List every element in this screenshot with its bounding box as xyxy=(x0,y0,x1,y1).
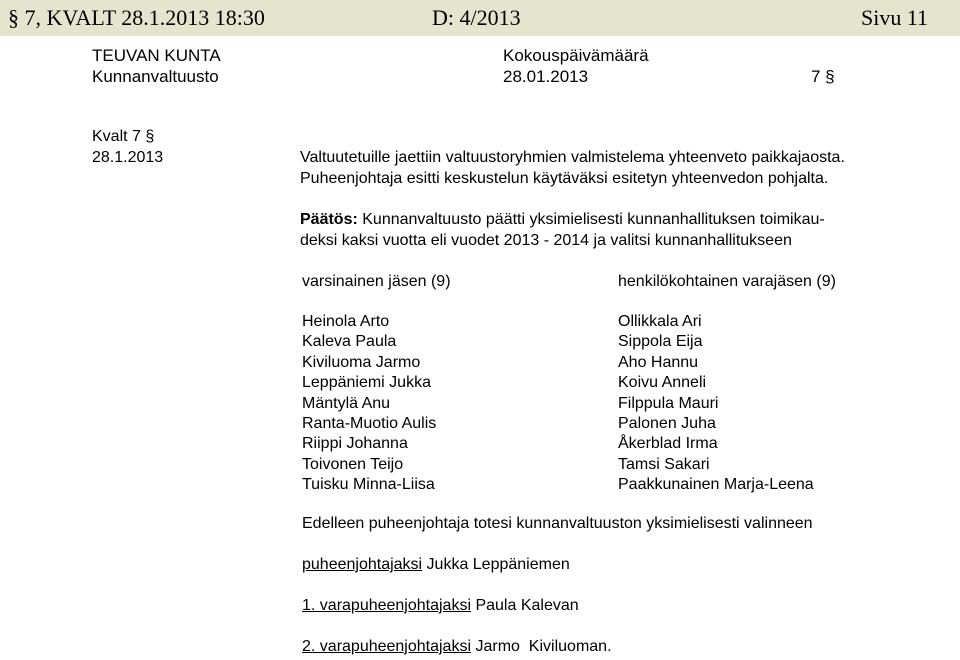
list-item: Tamsi Sakari xyxy=(618,455,710,473)
list-item: Paakkunainen Marja-Leena xyxy=(618,476,814,494)
meeting-date-label: Kokouspäivämäärä xyxy=(503,46,649,65)
chair-name: Jukka Leppäniemen xyxy=(422,556,570,573)
council-name: Kunnanvaltuusto xyxy=(92,67,219,86)
list-item: Koivu Anneli xyxy=(618,374,707,392)
list-item: Tuisku Minna-Liisa xyxy=(302,476,435,494)
chair-label: puheenjohtajaksi xyxy=(302,556,423,573)
list-item: Kaleva Paula xyxy=(302,333,397,351)
decision-line-2: deksi kaksi vuotta eli vuodet 2013 - 2014 ja valitsi kunnanhallitukseen xyxy=(300,232,792,249)
header-document-number: D: 4/2013 xyxy=(432,5,521,30)
list-item: Sippola Eija xyxy=(618,333,703,351)
list-item: Aho Hannu xyxy=(618,353,699,371)
list-item: Riippi Johanna xyxy=(302,435,408,453)
margin-note-section: Kvalt 7 § xyxy=(92,128,155,145)
chair-line xyxy=(302,556,570,574)
decision-line-1 xyxy=(300,211,825,229)
members-list xyxy=(302,312,436,496)
meeting-date: 28.01.2013 xyxy=(503,67,589,86)
list-item: Filppula Mauri xyxy=(618,394,719,412)
closing-statement: Edelleen puheenjohtaja totesi kunnanvaltuuston yksimielisesti valinneen xyxy=(302,515,813,532)
deputies-header: henkilökohtainen varajäsen (9) xyxy=(618,273,836,290)
list-item: Leppäniemi Jukka xyxy=(302,374,431,392)
first-vice-chair-name: Paula Kalevan xyxy=(471,597,579,614)
list-item: Ollikkala Ari xyxy=(618,313,702,330)
first-vice-chair-line xyxy=(302,597,579,615)
second-vice-chair-line xyxy=(302,638,612,656)
decision-text: Kunnanvaltuusto päätti yksimielisesti kunnanhallituksen toimikau- xyxy=(357,211,825,228)
intro-line-1: Valtuutetuille jaettiin valtuustoryhmien valmistelema yhteenveto paikkajaosta. xyxy=(300,149,845,166)
deputies-list xyxy=(618,312,814,496)
list-item: Kiviluoma Jarmo xyxy=(302,353,421,371)
section-number: 7 § xyxy=(811,67,835,86)
decision-label: Päätös: xyxy=(300,211,358,228)
intro-line-2: Puheenjohtaja esitti keskustelun käytäväksi esitetyn yhteenvedon pohjalta. xyxy=(300,170,829,187)
list-item: Toivonen Teijo xyxy=(302,455,404,473)
second-vice-chair-name: Jarmo Kiviluoman. xyxy=(471,638,612,655)
second-vice-chair-label: 2. varapuheenjohtajaksi xyxy=(302,638,472,655)
org-name: TEUVAN KUNTA xyxy=(92,46,221,65)
margin-note-date: 28.1.2013 xyxy=(92,149,164,166)
header-page-number: Sivu 11 xyxy=(861,5,929,30)
first-vice-chair-label: 1. varapuheenjohtajaksi xyxy=(302,597,472,614)
list-item: Mäntylä Anu xyxy=(302,394,391,412)
list-item: Ranta-Muotio Aulis xyxy=(302,415,437,433)
members-header: varsinainen jäsen (9) xyxy=(302,273,451,290)
header-section-date: § 7, KVALT 28.1.2013 18:30 xyxy=(8,5,265,30)
list-item: Heinola Arto xyxy=(302,313,390,330)
list-item: Palonen Juha xyxy=(618,415,716,433)
list-item: Åkerblad Irma xyxy=(618,435,718,453)
